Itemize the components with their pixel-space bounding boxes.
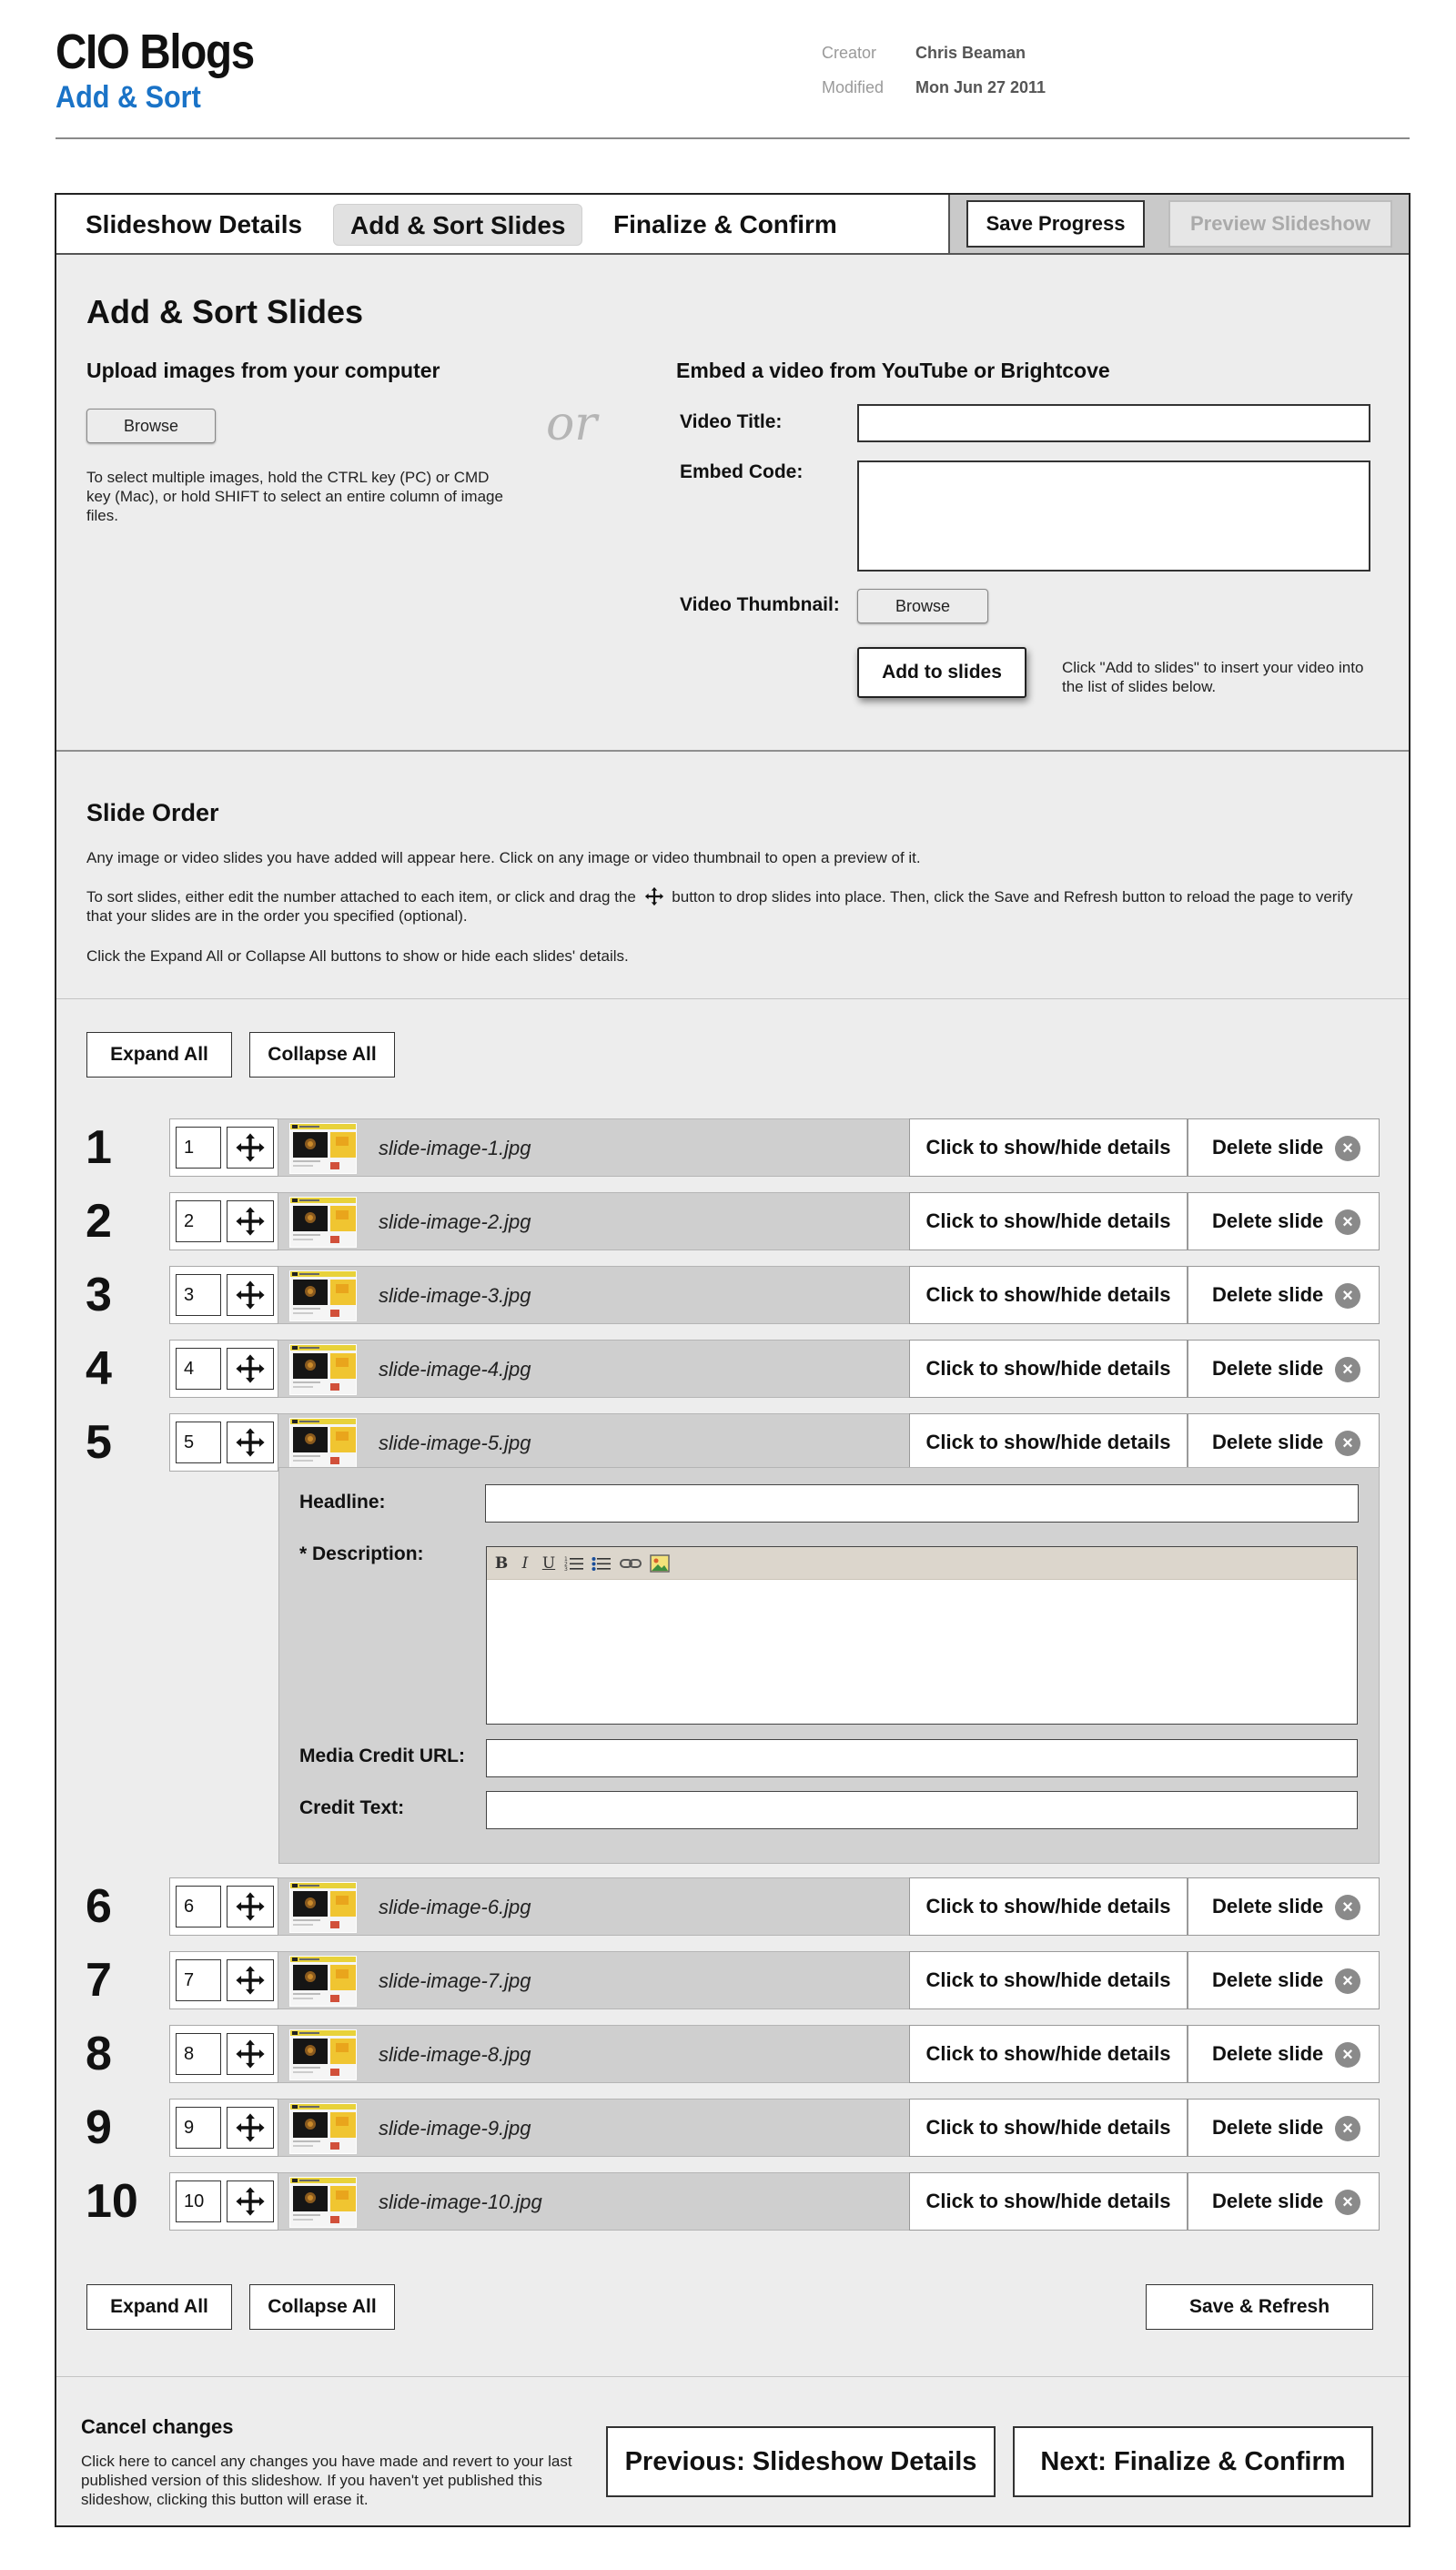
slide-order-controls [169,1413,278,1472]
slide-order-input[interactable]: 10 [176,2180,221,2222]
slide-row [169,1340,1380,1398]
slide-thumbnail[interactable] [289,1344,357,1395]
slide-order-controls [169,2099,278,2157]
slide-info [278,2099,909,2157]
list-divider [56,998,1409,999]
move-handle-icon[interactable] [227,1422,274,1463]
link-icon[interactable] [620,1553,642,1574]
move-handle-icon[interactable] [227,1886,274,1928]
slide-thumbnail[interactable] [289,1197,357,1248]
slide-order-controls [169,1192,278,1250]
slide-thumbnail[interactable] [289,2103,357,2154]
embed-code-textarea[interactable] [857,460,1370,572]
slide-filename: slide-image-10.jpg [379,2191,542,2213]
tab-add-sort-slides[interactable]: Add & Sort Slides [333,204,582,246]
video-thumbnail-label: Video Thumbnail: [680,594,840,615]
section-divider [56,750,1409,752]
save-refresh-button[interactable]: Save & Refresh [1146,2284,1373,2330]
slide-filename: slide-image-8.jpg [379,2043,531,2066]
slide-number: 9 [86,2101,112,2154]
move-handle-icon[interactable] [227,1274,274,1316]
slide-order-input[interactable]: 2 [176,1200,221,1242]
upload-help-text: To select multiple images, hold the CTRL key (PC) or CMD key (Mac), or hold SHIFT to select an entire column of image files. [86,469,503,524]
slide-thumbnail[interactable] [289,1882,357,1933]
upload-heading: Upload images from your computer [86,359,440,382]
slide-number: 3 [86,1269,112,1321]
delete-slide-label: Delete slide [1212,2042,1324,2065]
delete-slide-button[interactable] [1188,2172,1380,2231]
slide-row [169,2099,1380,2157]
slide-row [169,2025,1380,2083]
move-handle-icon[interactable] [227,2033,274,2075]
svg-text:1: 1 [564,1556,568,1563]
slide-order-input[interactable]: 1 [176,1127,221,1169]
media-credit-url-input[interactable] [486,1739,1358,1777]
toggle-details-button[interactable]: Click to show/hide details [909,1340,1188,1398]
slide-number: 6 [86,1880,112,1933]
slide-number: 2 [86,1195,112,1248]
slide-filename: slide-image-6.jpg [379,1896,531,1918]
slide-info [278,1877,909,1936]
delete-slide-button[interactable] [1188,2099,1380,2157]
slide-info [278,1266,909,1324]
move-handle-icon[interactable] [227,1348,274,1390]
media-credit-url-label: Media Credit URL: [299,1745,466,1766]
delete-slide-button[interactable] [1188,1951,1380,2009]
slide-row [169,1118,1380,1177]
embed-heading: Embed a video from YouTube or Brightcove [676,359,1110,382]
delete-slide-button[interactable] [1188,1877,1380,1936]
expand-all-button[interactable]: Expand All [86,1032,232,1078]
delete-slide-button[interactable] [1188,1266,1380,1324]
toggle-details-button[interactable]: Click to show/hide details [909,1951,1188,2009]
close-icon: × [1335,2116,1360,2141]
close-icon: × [1335,1209,1360,1235]
embed-code-label: Embed Code: [680,461,804,482]
slide-number: 1 [86,1121,112,1174]
thumbnail-browse-button[interactable]: Browse [857,589,988,623]
move-handle-icon[interactable] [227,1200,274,1242]
slide-order-controls [169,1118,278,1177]
move-handle-icon[interactable] [227,1127,274,1169]
slide-thumbnail[interactable] [289,1418,357,1469]
rte-toolbar [487,1547,1357,1580]
slide-order-controls [169,2025,278,2083]
preview-slideshow-button[interactable]: Preview Slideshow [1168,200,1392,248]
app-title: CIO Blogs [56,25,254,79]
ordered-list-icon[interactable] [563,1553,585,1574]
cancel-changes-link[interactable]: Cancel changes [81,2415,234,2438]
editor-panel [55,193,1410,2527]
slide-row [169,1877,1380,1936]
section-title: Add & Sort Slides [86,293,364,330]
creator-value: Chris Beaman [915,44,1026,62]
headline-label: Headline: [299,1492,386,1513]
slide-info [278,2172,909,2231]
toggle-details-button[interactable]: Click to show/hide details [909,1877,1188,1936]
tab-slideshow-details[interactable]: Slideshow Details [86,210,303,238]
slide-order-input[interactable]: 8 [176,2033,221,2075]
slide-filename: slide-image-4.jpg [379,1358,531,1381]
move-icon-inline [644,886,664,906]
delete-slide-label: Delete slide [1212,1136,1324,1159]
slide-number: 7 [86,1954,112,2007]
headline-input[interactable] [485,1484,1359,1523]
slide-details-panel [278,1467,1380,1864]
collapse-all-button-bottom[interactable]: Collapse All [249,2284,395,2330]
video-title-label: Video Title: [680,411,783,432]
slide-row [169,1413,1380,1472]
close-icon: × [1335,2190,1360,2215]
move-handle-icon[interactable] [227,1959,274,2001]
or-separator: or [546,397,598,451]
toggle-details-button[interactable]: Click to show/hide details [909,2172,1188,2231]
slide-order-controls [169,1951,278,2009]
page-subtitle: Add & Sort [56,80,201,115]
toolbar [948,195,1409,255]
move-handle-icon[interactable] [227,2107,274,2149]
italic-icon[interactable]: I [521,1554,529,1573]
close-icon: × [1335,1968,1360,1994]
image-icon[interactable] [649,1553,671,1574]
slide-thumbnail[interactable] [289,1956,357,2007]
sort-help-part-2: button to drop slides into place. Then, click the Save and Refresh button to reload the page to verify that your slides are in the order you specified (optional). [86,888,1353,925]
add-to-slides-button[interactable]: Add to slides [857,647,1026,698]
sort-help-part-1: To sort slides, either edit the number attached to each item, or click and drag the [86,888,636,906]
delete-slide-button[interactable] [1188,1340,1380,1398]
slide-order-input[interactable]: 5 [176,1422,221,1463]
delete-slide-label: Delete slide [1212,2190,1324,2212]
previous-step-button[interactable]: Previous: Slideshow Details [606,2426,996,2497]
add-to-slides-help: Click "Add to slides" to insert your video into the list of slides below. [1062,659,1364,695]
close-icon: × [1335,2042,1360,2068]
delete-slide-button[interactable] [1188,2025,1380,2083]
expand-all-button-bottom[interactable]: Expand All [86,2284,232,2330]
slide-order-sort-help [86,886,1379,926]
slide-row [169,2172,1380,2231]
slide-order-intro: Any image or video slides you have added will appear here. Click on any image or video thumbnail to open a preview of it. [86,849,921,866]
delete-slide-label: Delete slide [1212,1209,1324,1232]
slide-order-input[interactable]: 9 [176,2107,221,2149]
description-label: * Description: [299,1543,424,1564]
slide-row [169,1951,1380,2009]
slide-filename: slide-image-5.jpg [379,1432,531,1454]
toggle-details-button[interactable]: Click to show/hide details [909,1118,1188,1177]
move-handle-icon[interactable] [227,2180,274,2222]
slide-order-heading: Slide Order [86,799,219,826]
description-editor[interactable] [486,1546,1358,1725]
slide-thumbnail[interactable] [289,1270,357,1321]
slide-number: 10 [86,2175,138,2228]
slide-order-controls [169,2172,278,2231]
slide-info [278,1951,909,2009]
slide-filename: slide-image-7.jpg [379,1969,531,1992]
toggle-details-button[interactable]: Click to show/hide details [909,2025,1188,2083]
slide-filename: slide-image-1.jpg [379,1137,531,1159]
bold-icon[interactable]: B [494,1554,509,1573]
close-icon: × [1335,1136,1360,1161]
delete-slide-label: Delete slide [1212,1283,1324,1306]
upload-browse-button[interactable]: Browse [86,409,216,443]
toggle-details-button[interactable]: Click to show/hide details [909,1192,1188,1250]
toggle-details-button[interactable]: Click to show/hide details [909,1413,1188,1472]
collapse-all-button[interactable]: Collapse All [249,1032,395,1078]
step-tabs [56,195,948,255]
svg-text:2: 2 [564,1561,568,1568]
slide-thumbnail[interactable] [289,2029,357,2080]
slide-filename: slide-image-9.jpg [379,2117,531,2140]
save-progress-button[interactable]: Save Progress [966,200,1145,248]
slide-row [169,1192,1380,1250]
slide-order-input[interactable]: 7 [176,1959,221,2001]
delete-slide-label: Delete slide [1212,2116,1324,2139]
delete-slide-button[interactable] [1188,1192,1380,1250]
delete-slide-button[interactable] [1188,1413,1380,1472]
slide-order-input[interactable]: 6 [176,1886,221,1928]
next-step-button[interactable]: Next: Finalize & Confirm [1013,2426,1373,2497]
bullet-list-icon[interactable] [591,1553,612,1574]
close-icon: × [1335,1895,1360,1920]
modified-label: Modified [822,78,885,96]
slide-row [169,1266,1380,1324]
credit-text-label: Credit Text: [299,1797,405,1818]
slide-order-controls [169,1877,278,1936]
delete-slide-button[interactable] [1188,1118,1380,1177]
slide-info [278,1118,909,1177]
slide-order-controls [169,1340,278,1398]
underline-icon[interactable]: U [541,1554,556,1573]
slide-number: 8 [86,2028,112,2080]
cancel-changes-help: Click here to cancel any changes you have made and revert to your last published version of this slideshow. If you haven't yet published this slideshow, clicking this button will erase it. [81,2453,572,2508]
slide-filename: slide-image-3.jpg [379,1284,531,1307]
close-icon: × [1335,1431,1360,1456]
delete-slide-label: Delete slide [1212,1431,1324,1453]
header-divider [56,137,1410,139]
toggle-details-button[interactable]: Click to show/hide details [909,1266,1188,1324]
slide-filename: slide-image-2.jpg [379,1210,531,1233]
slide-order-expand-help: Click the Expand All or Collapse All buttons to show or hide each slides' details. [86,947,629,965]
modified-value: Mon Jun 27 2011 [915,78,1046,96]
slide-number: 5 [86,1416,112,1469]
footer-divider [56,2376,1409,2377]
svg-text:3: 3 [564,1566,568,1572]
credit-text-input[interactable] [486,1791,1358,1829]
slide-thumbnail[interactable] [289,1123,357,1174]
slide-info [278,2025,909,2083]
slide-info [278,1340,909,1398]
delete-slide-label: Delete slide [1212,1895,1324,1917]
slide-info [278,1413,909,1472]
slide-order-input[interactable]: 3 [176,1274,221,1316]
slide-number: 4 [86,1342,112,1395]
slide-info [278,1192,909,1250]
toggle-details-button[interactable]: Click to show/hide details [909,2099,1188,2157]
close-icon: × [1335,1283,1360,1309]
video-title-input[interactable] [857,404,1370,442]
creator-label: Creator [822,44,877,62]
tab-finalize-confirm[interactable]: Finalize & Confirm [613,210,837,238]
slide-order-controls [169,1266,278,1324]
slide-thumbnail[interactable] [289,2177,357,2228]
delete-slide-label: Delete slide [1212,1968,1324,1991]
slide-order-input[interactable]: 4 [176,1348,221,1390]
close-icon: × [1335,1357,1360,1382]
delete-slide-label: Delete slide [1212,1357,1324,1380]
